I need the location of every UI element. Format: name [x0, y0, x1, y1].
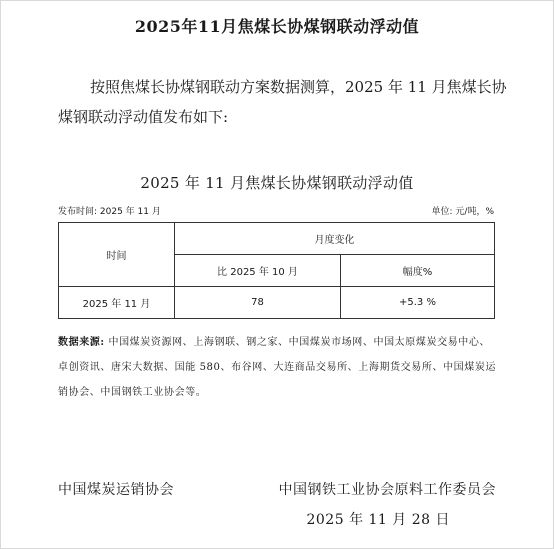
source-text: 中国煤炭资源网、上海钢联、钢之家、中国煤炭市场网、中国太原煤炭交易中心、卓创资讯、唐宋大数据、国能 580、布谷网、大连商品交易所、上海期货交易所、中国煤炭运销协会、中国钢铁工业协会等。 [58, 337, 497, 398]
signature-date: 2025 年 11 月 28 日 [306, 512, 450, 528]
table-title: 2025 年 11 月焦煤长协煤钢联动浮动值 [140, 174, 414, 192]
data-table [58, 222, 495, 319]
cell-percent: +5.3 % [341, 287, 495, 319]
header-compare: 比 2025 年 10 月 [175, 255, 341, 287]
publish-time: 发布时间: 2025 年 11 月 [58, 207, 161, 217]
source-label: 数据来源: [58, 337, 105, 348]
cell-time: 2025 年 11 月 [59, 287, 175, 319]
data-source-paragraph [58, 330, 500, 405]
signature-coal-association: 中国煤炭运销协会 [58, 482, 174, 498]
intro-paragraph: 按照焦煤长协煤钢联动方案数据测算，2025 年 11 月焦煤长协煤钢联动浮动值发布如下: [58, 78, 507, 126]
header-range: 幅度% [341, 255, 495, 287]
header-monthly-change: 月度变化 [175, 223, 495, 255]
unit-label: 单位: 元/吨，% [431, 207, 494, 217]
document-title: 2025年11月焦煤长协煤钢联动浮动值 [134, 17, 420, 36]
table-row [59, 287, 495, 319]
signature-steel-association: 中国钢铁工业协会原料工作委员会 [278, 482, 496, 498]
header-time: 时间 [59, 223, 175, 287]
cell-change: 78 [175, 287, 341, 319]
